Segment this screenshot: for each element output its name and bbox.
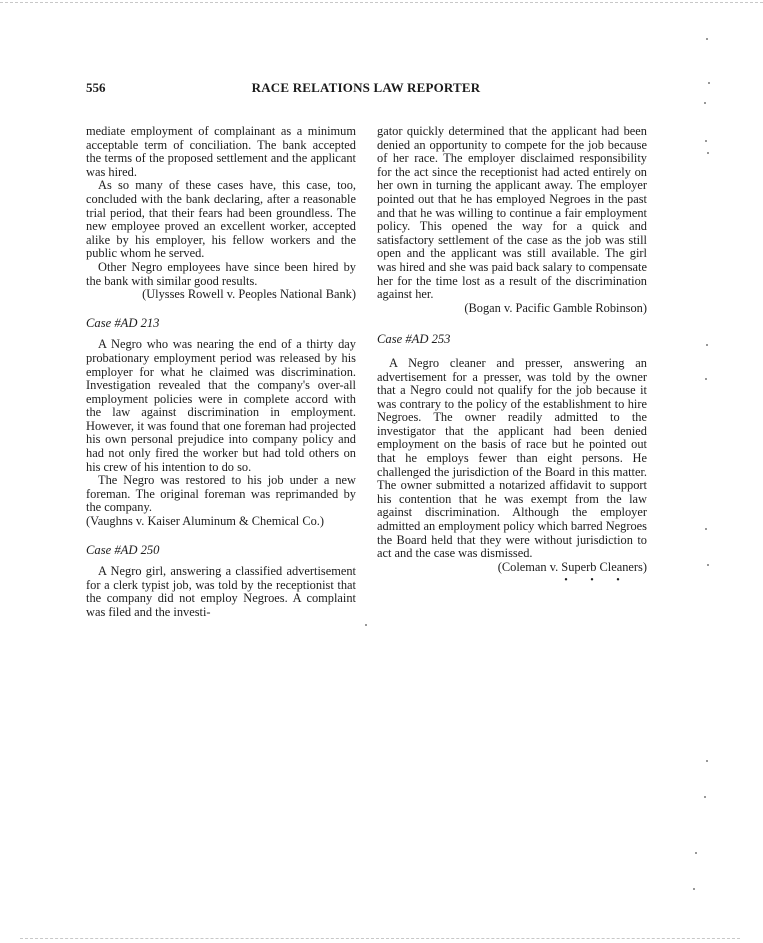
scan-speck	[705, 140, 707, 142]
case-citation: (Ulysses Rowell v. Peoples National Bank)	[142, 287, 356, 302]
end-mark: • • •	[564, 575, 630, 587]
case-heading: Case #AD 253	[377, 332, 451, 347]
scan-speck	[695, 852, 697, 854]
scan-speck	[365, 624, 367, 626]
paragraph: Other Negro employees have since been hired by the bank with similar good results.	[86, 259, 356, 288]
page-number: 556	[86, 80, 106, 95]
case-heading: Case #AD 213	[86, 315, 160, 330]
paragraph: As so many of these cases have, this case, too, concluded with the bank declaring, after a reasonable trial period, that their fears had been groundless. The new employee proved an excellent worker, accepted alike by his employer, his fellow workers and the public whom he served.	[86, 178, 356, 261]
scan-speck	[704, 102, 706, 104]
scan-speck	[706, 760, 708, 762]
scan-edge-top	[0, 2, 763, 3]
scan-speck	[693, 888, 695, 890]
scan-speck	[705, 378, 707, 380]
case-citation: (Vaughns v. Kaiser Aluminum & Chemical Co.)	[86, 514, 325, 529]
scan-speck	[704, 796, 706, 798]
case-heading: Case #AD 250	[86, 542, 160, 557]
paragraph: A Negro girl, answering a classified advertisement for a clerk typist job, was told by the receptionist that the company did not employ Negroes. A complaint was filed and the investi-	[86, 564, 356, 619]
scan-speck	[708, 82, 710, 84]
paragraph: mediate employment of complainant as a minimum acceptable term of conciliation. The bank accepted the terms of the proposed settlement and the applicant was hired.	[86, 124, 356, 179]
left-column	[86, 125, 356, 620]
right-column	[377, 125, 647, 588]
scan-speck	[705, 528, 707, 530]
paragraph: A Negro cleaner and presser, answering an advertisement for a presser, was told by the owner that a Negro could not qualify for the job because it was contrary to the policy of the establishment to hire Negroes. The owner readily admitted to the investigator that the applicant had been denied employment on the basis of race but he pointed out that he employs fewer than eight persons. He challenged the jurisdiction of the Board in this matter. The owner submitted a notarized affidavit to support his contention that he was exempt from the law against discrimination. Although the employer admitted an employment policy which barred Negroes the Board held that they were without jurisdiction to act and the case was dismissed.	[377, 355, 647, 561]
page-header	[86, 80, 646, 98]
paragraph: gator quickly determined that the applicant had been denied an opportunity to compete for the job because of her race. The employer disclaimed responsibility for the act since the receptionist had acted entirely on her own in turning the applicant away. The employer pointed out that he has employed Negroes in the past and that he was willing to continue a fair employment policy. This opened the way for a quick and satisfactory settlement of the case as the job was still open and the applicant was still available. The girl was hired and she was paid back salary to compensate her for the time lost as a result of the discrimination against her.	[377, 124, 647, 302]
case-citation: (Bogan v. Pacific Gamble Robinson)	[464, 300, 647, 315]
scan-speck	[706, 344, 708, 346]
scan-speck	[707, 152, 709, 154]
scan-edge-bottom	[20, 938, 740, 939]
paragraph: The Negro was restored to his job under a new foreman. The original foreman was reprimanded by the company.	[86, 473, 356, 515]
case-citation: (Coleman v. Superb Cleaners)	[497, 559, 647, 574]
paragraph: A Negro who was nearing the end of a thirty day probationary employment period was released by his employer for what he claimed was discrimination. Investigation revealed that the company's over-all employment policies were in complete accord with the law against discrimination in employment. However, it was found that one foreman had projected his own personal prejudice into company policy and had not only fired the worker but had told others on his crew of his intention to do so.	[86, 337, 356, 474]
scan-speck	[706, 38, 708, 40]
running-head: RACE RELATIONS LAW REPORTER	[251, 80, 481, 95]
scan-speck	[707, 564, 709, 566]
